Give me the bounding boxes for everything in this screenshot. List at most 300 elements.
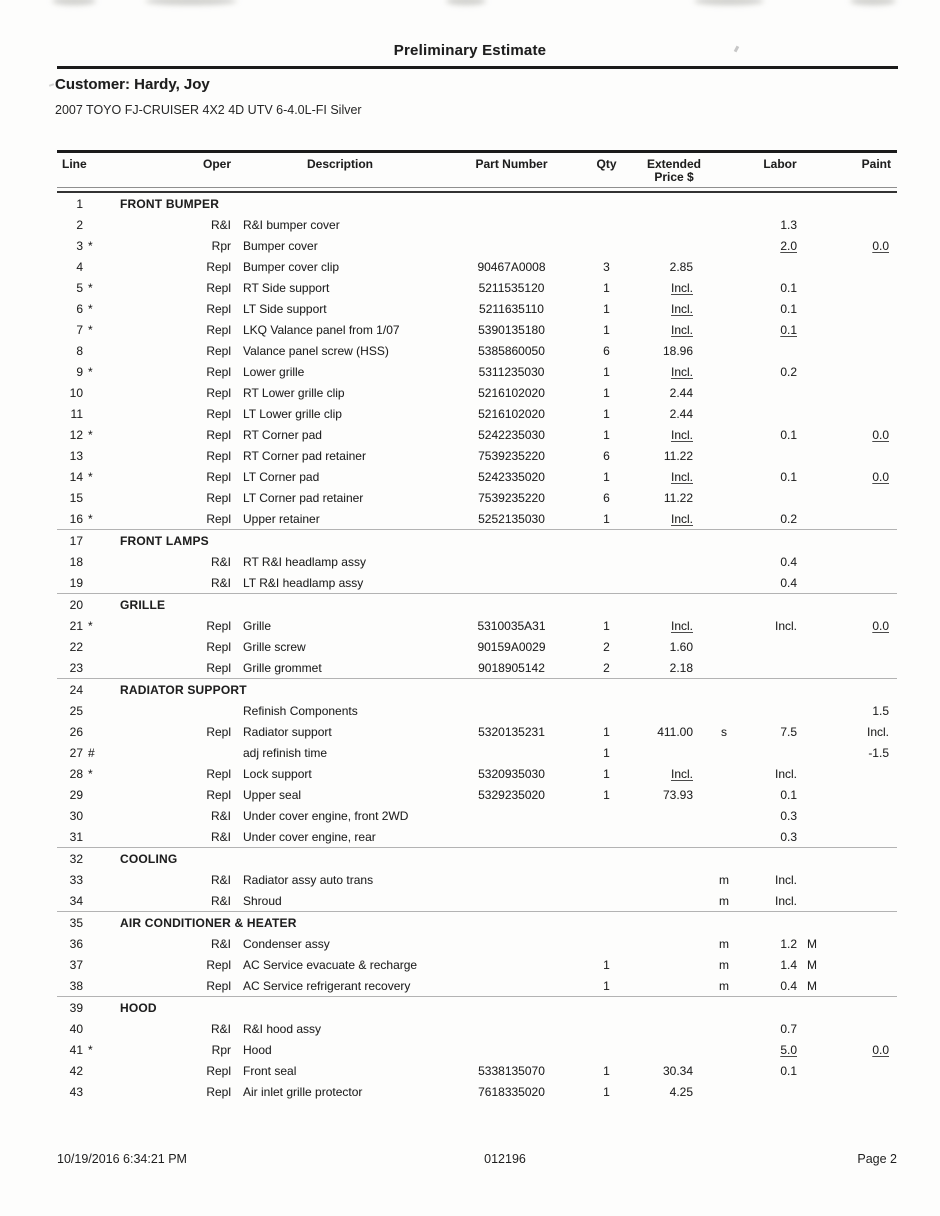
part-number: 5242235030 bbox=[478, 427, 545, 442]
table-row bbox=[57, 890, 897, 912]
labor-hours: 1.4 bbox=[780, 957, 797, 972]
rate-flag bbox=[709, 508, 739, 530]
quantity bbox=[574, 572, 639, 594]
operation: Repl bbox=[206, 406, 231, 421]
operation: Repl bbox=[206, 1084, 231, 1099]
line-number: 25 bbox=[69, 703, 83, 718]
operation: Repl bbox=[206, 511, 231, 526]
line-number: 31 bbox=[69, 829, 83, 844]
section-row bbox=[57, 912, 897, 934]
table-row bbox=[57, 445, 897, 466]
section-title: FRONT BUMPER bbox=[120, 196, 220, 211]
rate-flag bbox=[709, 382, 739, 403]
quantity: 1 bbox=[603, 766, 610, 781]
paint-hours: 1.5 bbox=[872, 703, 889, 718]
description: Upper retainer bbox=[243, 511, 320, 526]
extended-price bbox=[639, 572, 709, 594]
operation: Rpr bbox=[211, 238, 231, 253]
rate-flag bbox=[709, 256, 739, 277]
labor-hours: Incl. bbox=[774, 893, 797, 908]
description: Lock support bbox=[243, 766, 312, 781]
paint-hours bbox=[827, 1039, 897, 1060]
rate-flag bbox=[709, 1039, 739, 1060]
labor-hours bbox=[739, 403, 805, 424]
quantity: 6 bbox=[603, 490, 610, 505]
labor-hours: 1.3 bbox=[780, 217, 797, 232]
labor-suffix bbox=[805, 890, 827, 912]
labor-suffix bbox=[805, 572, 827, 594]
supplement-mark bbox=[87, 445, 109, 466]
labor-suffix bbox=[805, 424, 827, 445]
col-header-oper: Oper bbox=[202, 157, 231, 171]
paint-hours bbox=[827, 826, 897, 848]
extended-price bbox=[639, 298, 709, 319]
supplement-mark bbox=[87, 805, 109, 826]
labor-hours: 0.1 bbox=[780, 427, 797, 442]
section-row bbox=[57, 848, 897, 870]
labor-hours: 0.1 bbox=[780, 1063, 797, 1078]
quantity: 2 bbox=[603, 660, 610, 675]
quantity bbox=[574, 1018, 639, 1039]
operation: Repl bbox=[206, 364, 231, 379]
table-row bbox=[57, 551, 897, 572]
extended-price bbox=[639, 975, 709, 997]
col-header-description: Description bbox=[306, 157, 373, 171]
description: Hood bbox=[243, 1042, 272, 1057]
supplement-mark: # bbox=[88, 745, 95, 760]
scan-artifact-tick bbox=[49, 83, 54, 87]
operation: R&I bbox=[210, 217, 231, 232]
line-number: 6 bbox=[76, 301, 83, 316]
section-row bbox=[57, 192, 897, 214]
labor-suffix bbox=[805, 340, 827, 361]
part-number bbox=[449, 742, 574, 763]
part-number: 5311235030 bbox=[478, 364, 545, 379]
supplement-mark bbox=[87, 657, 109, 679]
quantity: 1 bbox=[603, 280, 610, 295]
rate-flag bbox=[709, 403, 739, 424]
labor-hours bbox=[739, 382, 805, 403]
supplement-mark: * bbox=[88, 280, 93, 295]
supplement-mark bbox=[87, 700, 109, 721]
table-row bbox=[57, 869, 897, 890]
table-row bbox=[57, 572, 897, 594]
table-row bbox=[57, 298, 897, 319]
labor-hours bbox=[739, 445, 805, 466]
labor-hours-underlined: 2.0 bbox=[780, 238, 797, 253]
line-number: 22 bbox=[69, 639, 83, 654]
line-number: 37 bbox=[69, 957, 83, 972]
description: Under cover engine, rear bbox=[243, 829, 376, 844]
labor-suffix bbox=[805, 445, 827, 466]
table-row bbox=[57, 784, 897, 805]
quantity: 1 bbox=[603, 406, 610, 421]
description: LT R&I headlamp assy bbox=[243, 575, 364, 590]
description: Valance panel screw (HSS) bbox=[243, 343, 389, 358]
paint-hours bbox=[827, 1060, 897, 1081]
labor-suffix bbox=[805, 298, 827, 319]
col-header-mark bbox=[87, 152, 109, 188]
labor-suffix bbox=[805, 551, 827, 572]
quantity bbox=[574, 869, 639, 890]
labor-suffix bbox=[805, 742, 827, 763]
extended-price bbox=[639, 826, 709, 848]
operation bbox=[109, 700, 231, 721]
extended-price bbox=[639, 805, 709, 826]
operation: Repl bbox=[206, 490, 231, 505]
line-number: 34 bbox=[69, 893, 83, 908]
rate-flag: m bbox=[719, 936, 729, 951]
labor-suffix bbox=[805, 382, 827, 403]
part-number: 7539235220 bbox=[478, 448, 545, 463]
description: RT Lower grille clip bbox=[243, 385, 345, 400]
supplement-mark: * bbox=[88, 322, 93, 337]
section-title: COOLING bbox=[87, 848, 897, 870]
table-row bbox=[57, 424, 897, 445]
vehicle-description: 2007 TOYO FJ-CRUISER 4X2 4D UTV 6-4.0L-FI Silver bbox=[55, 103, 362, 117]
extended-price: 11.22 bbox=[663, 490, 693, 505]
labor-hours: 0.4 bbox=[780, 978, 797, 993]
extended-price-underlined: Incl. bbox=[670, 322, 693, 337]
supplement-mark bbox=[87, 721, 109, 742]
line-number: 35 bbox=[57, 912, 87, 934]
operation: Repl bbox=[206, 280, 231, 295]
labor-suffix bbox=[805, 361, 827, 382]
extended-price-underlined: Incl. bbox=[670, 427, 693, 442]
quantity bbox=[574, 700, 639, 721]
table-row bbox=[57, 1018, 897, 1039]
operation: Repl bbox=[206, 978, 231, 993]
title-divider-rule bbox=[57, 66, 898, 69]
operation: Repl bbox=[206, 724, 231, 739]
paint-hours: -1.5 bbox=[868, 745, 889, 760]
paint-hours bbox=[827, 319, 897, 340]
rate-flag bbox=[709, 700, 739, 721]
paint-hours-underlined: 0.0 bbox=[872, 469, 889, 484]
quantity bbox=[574, 933, 639, 954]
labor-hours bbox=[739, 256, 805, 277]
extended-price: 2.44 bbox=[669, 385, 693, 400]
quantity: 1 bbox=[603, 322, 610, 337]
extended-price bbox=[639, 869, 709, 890]
labor-hours: Incl. bbox=[774, 618, 797, 633]
labor-suffix bbox=[805, 763, 827, 784]
line-number: 18 bbox=[69, 554, 83, 569]
supplement-mark: * bbox=[88, 427, 93, 442]
rate-flag bbox=[709, 805, 739, 826]
description: Air inlet grille protector bbox=[243, 1084, 363, 1099]
quantity: 1 bbox=[603, 745, 610, 760]
extended-price-underlined: Incl. bbox=[670, 301, 693, 316]
labor-hours: 0.7 bbox=[780, 1021, 797, 1036]
paint-hours bbox=[827, 1081, 897, 1102]
quantity: 1 bbox=[603, 427, 610, 442]
part-number bbox=[449, 869, 574, 890]
line-number: 30 bbox=[69, 808, 83, 823]
paint-hours bbox=[827, 784, 897, 805]
table-row bbox=[57, 636, 897, 657]
supplement-mark bbox=[87, 954, 109, 975]
extended-price: 18.96 bbox=[662, 343, 693, 358]
rate-flag bbox=[709, 784, 739, 805]
rate-flag bbox=[709, 298, 739, 319]
labor-hours: Incl. bbox=[774, 766, 797, 781]
description: Grille grommet bbox=[243, 660, 322, 675]
paint-hours bbox=[827, 954, 897, 975]
extended-price bbox=[639, 954, 709, 975]
section-title: FRONT LAMPS bbox=[87, 530, 897, 552]
scan-smudge bbox=[52, 0, 96, 5]
paint-hours bbox=[827, 466, 897, 487]
rate-flag bbox=[709, 636, 739, 657]
part-number bbox=[449, 235, 574, 256]
paint-hours bbox=[827, 869, 897, 890]
line-number: 33 bbox=[69, 872, 83, 887]
paint-hours bbox=[827, 298, 897, 319]
table-row bbox=[57, 508, 897, 530]
table-row bbox=[57, 382, 897, 403]
part-number: 5216102020 bbox=[478, 385, 545, 400]
extended-price bbox=[639, 615, 709, 636]
supplement-mark: * bbox=[88, 618, 93, 633]
supplement-mark: * bbox=[88, 364, 93, 379]
table-row bbox=[57, 466, 897, 487]
table-row bbox=[57, 361, 897, 382]
supplement-mark bbox=[87, 382, 109, 403]
section-title: HOOD bbox=[87, 997, 897, 1019]
extended-price-underlined: Incl. bbox=[670, 469, 693, 484]
extended-price bbox=[639, 361, 709, 382]
operation: Repl bbox=[206, 787, 231, 802]
line-number: 41 bbox=[69, 1042, 83, 1057]
part-number: 90159A0029 bbox=[477, 639, 546, 654]
labor-suffix bbox=[805, 657, 827, 679]
table-row bbox=[57, 805, 897, 826]
labor-hours: 0.3 bbox=[780, 829, 797, 844]
rate-flag bbox=[709, 445, 739, 466]
rate-flag bbox=[709, 657, 739, 679]
table-row bbox=[57, 742, 897, 763]
line-number: 8 bbox=[76, 343, 83, 358]
rate-flag bbox=[709, 551, 739, 572]
labor-suffix: M bbox=[807, 957, 817, 972]
rate-flag: m bbox=[719, 872, 729, 887]
extended-price: 2.85 bbox=[669, 259, 693, 274]
part-number: 5385860050 bbox=[478, 343, 545, 358]
quantity: 3 bbox=[603, 259, 610, 274]
part-number bbox=[449, 700, 574, 721]
operation: R&I bbox=[210, 936, 231, 951]
estimate-rows bbox=[57, 188, 897, 1103]
labor-suffix bbox=[805, 869, 827, 890]
table-row bbox=[57, 721, 897, 742]
paint-hours bbox=[827, 256, 897, 277]
paint-hours-underlined: 0.0 bbox=[872, 427, 889, 442]
col-header-line: Line bbox=[62, 157, 87, 171]
labor-hours-underlined: 0.1 bbox=[780, 322, 797, 337]
table-row bbox=[57, 403, 897, 424]
quantity: 1 bbox=[603, 978, 610, 993]
operation: Repl bbox=[206, 660, 231, 675]
part-number: 5242335020 bbox=[478, 469, 545, 484]
table-row bbox=[57, 487, 897, 508]
rate-flag bbox=[709, 361, 739, 382]
quantity: 1 bbox=[603, 364, 610, 379]
description: LT Side support bbox=[243, 301, 327, 316]
labor-hours-underlined: 5.0 bbox=[780, 1042, 797, 1057]
supplement-mark: * bbox=[88, 301, 93, 316]
rate-flag bbox=[709, 319, 739, 340]
labor-suffix bbox=[805, 277, 827, 298]
labor-hours bbox=[739, 742, 805, 763]
extended-price-underlined: Incl. bbox=[670, 766, 693, 781]
description: adj refinish time bbox=[243, 745, 328, 760]
description: Grille bbox=[243, 618, 272, 633]
extended-price bbox=[639, 1018, 709, 1039]
line-number: 29 bbox=[69, 787, 83, 802]
part-number bbox=[449, 1018, 574, 1039]
extended-price bbox=[639, 763, 709, 784]
operation: Repl bbox=[206, 957, 231, 972]
part-number bbox=[449, 572, 574, 594]
supplement-mark bbox=[87, 551, 109, 572]
scan-smudge bbox=[145, 0, 237, 5]
labor-hours bbox=[739, 1081, 805, 1102]
rate-flag: m bbox=[719, 957, 729, 972]
part-number: 5310035A31 bbox=[477, 618, 546, 633]
quantity: 1 bbox=[603, 469, 610, 484]
line-number: 5 bbox=[76, 280, 83, 295]
operation: Repl bbox=[206, 766, 231, 781]
quantity bbox=[574, 826, 639, 848]
labor-hours bbox=[739, 700, 805, 721]
table-row bbox=[57, 277, 897, 298]
extended-price bbox=[639, 933, 709, 954]
labor-suffix bbox=[805, 1039, 827, 1060]
labor-suffix bbox=[805, 1081, 827, 1102]
description: Shroud bbox=[243, 893, 282, 908]
labor-hours: 7.5 bbox=[780, 724, 797, 739]
paint-hours: Incl. bbox=[866, 724, 889, 739]
footer-timestamp: 10/19/2016 6:34:21 PM bbox=[57, 1152, 187, 1166]
supplement-mark bbox=[87, 1081, 109, 1102]
section-row bbox=[57, 997, 897, 1019]
line-number: 17 bbox=[57, 530, 87, 552]
supplement-mark bbox=[87, 975, 109, 997]
description: Lower grille bbox=[243, 364, 305, 379]
supplement-mark bbox=[87, 487, 109, 508]
supplement-mark bbox=[87, 403, 109, 424]
supplement-mark bbox=[87, 340, 109, 361]
line-number: 39 bbox=[57, 997, 87, 1019]
col-header-paint: Paint bbox=[861, 157, 891, 171]
quantity: 1 bbox=[603, 1084, 610, 1099]
table-row bbox=[57, 256, 897, 277]
extended-price: 411.00 bbox=[657, 724, 693, 739]
extended-price-underlined: Incl. bbox=[670, 364, 693, 379]
part-number bbox=[449, 826, 574, 848]
paint-hours bbox=[827, 277, 897, 298]
part-number bbox=[449, 1039, 574, 1060]
extended-price bbox=[639, 319, 709, 340]
supplement-mark: * bbox=[88, 1042, 93, 1057]
supplement-mark bbox=[87, 826, 109, 848]
part-number bbox=[449, 214, 574, 235]
paint-hours bbox=[827, 805, 897, 826]
extended-price bbox=[639, 742, 709, 763]
labor-suffix bbox=[805, 721, 827, 742]
page-footer bbox=[57, 1152, 897, 1170]
operation: R&I bbox=[210, 808, 231, 823]
part-number: 7539235220 bbox=[478, 490, 545, 505]
description: Grille screw bbox=[243, 639, 306, 654]
line-number: 20 bbox=[57, 594, 87, 616]
part-number: 5329235020 bbox=[478, 787, 545, 802]
rate-flag bbox=[709, 340, 739, 361]
extended-price bbox=[639, 1039, 709, 1060]
labor-suffix bbox=[805, 784, 827, 805]
paint-hours-underlined: 0.0 bbox=[872, 618, 889, 633]
labor-hours: 0.1 bbox=[780, 469, 797, 484]
description: RT R&I headlamp assy bbox=[243, 554, 366, 569]
operation: Repl bbox=[206, 469, 231, 484]
table-row bbox=[57, 615, 897, 636]
paint-hours bbox=[827, 340, 897, 361]
labor-suffix bbox=[805, 1060, 827, 1081]
paint-hours bbox=[827, 1018, 897, 1039]
line-number: 15 bbox=[69, 490, 83, 505]
page-title: Preliminary Estimate bbox=[393, 42, 547, 59]
col-header-extended-price bbox=[639, 152, 709, 188]
line-number: 38 bbox=[69, 978, 83, 993]
rate-flag bbox=[709, 487, 739, 508]
labor-suffix bbox=[805, 826, 827, 848]
paint-hours bbox=[827, 636, 897, 657]
paint-hours bbox=[827, 975, 897, 997]
table-row bbox=[57, 1039, 897, 1060]
supplement-mark bbox=[87, 636, 109, 657]
extended-price bbox=[639, 235, 709, 256]
table-row bbox=[57, 826, 897, 848]
line-number: 7 bbox=[76, 322, 83, 337]
quantity: 1 bbox=[603, 618, 610, 633]
extended-price bbox=[639, 508, 709, 530]
line-number: 10 bbox=[69, 385, 83, 400]
operation: Repl bbox=[206, 322, 231, 337]
extended-price-underlined: Incl. bbox=[670, 280, 693, 295]
quantity: 6 bbox=[603, 448, 610, 463]
quantity: 1 bbox=[603, 724, 610, 739]
rate-flag: m bbox=[719, 893, 729, 908]
rate-flag bbox=[709, 1060, 739, 1081]
extended-price: 1.60 bbox=[669, 639, 693, 654]
operation: R&I bbox=[210, 872, 231, 887]
line-number: 13 bbox=[69, 448, 83, 463]
supplement-mark bbox=[87, 214, 109, 235]
description: RT Corner pad retainer bbox=[243, 448, 366, 463]
footer-page-label: Page 2 bbox=[857, 1152, 897, 1166]
operation: Rpr bbox=[211, 1042, 231, 1057]
supplement-mark: * bbox=[88, 238, 93, 253]
description: AC Service refrigerant recovery bbox=[243, 978, 411, 993]
table-row bbox=[57, 319, 897, 340]
paint-hours bbox=[827, 445, 897, 466]
paint-hours bbox=[827, 508, 897, 530]
labor-suffix bbox=[805, 636, 827, 657]
operation: Repl bbox=[206, 639, 231, 654]
quantity: 1 bbox=[603, 957, 610, 972]
description: Under cover engine, front 2WD bbox=[243, 808, 409, 823]
